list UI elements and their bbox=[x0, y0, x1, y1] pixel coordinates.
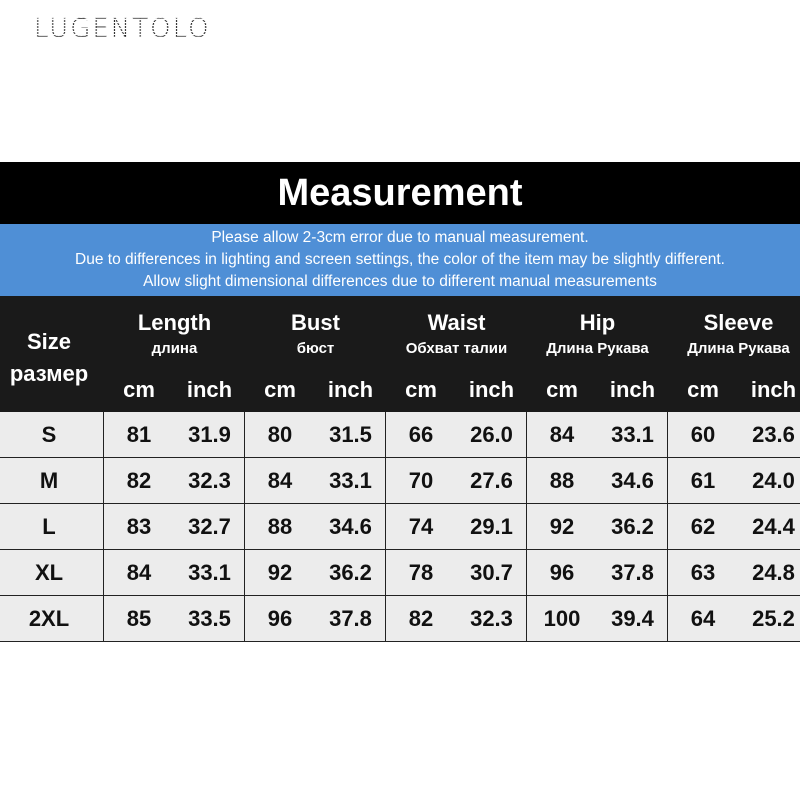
notice-line: Allow slight dimensional differences due to different manual measurements bbox=[143, 273, 657, 290]
size-cell: M bbox=[39, 468, 59, 493]
column-title: Hip bbox=[579, 310, 616, 335]
inch-value-cell: 37.8 bbox=[329, 606, 372, 631]
inch-value-cell: 32.7 bbox=[188, 514, 231, 539]
inch-value-cell: 27.6 bbox=[470, 468, 513, 493]
column-title: Sleeve bbox=[703, 310, 774, 335]
table-header bbox=[0, 296, 800, 412]
inch-value-cell: 34.6 bbox=[329, 514, 372, 539]
inch-value-cell: 36.2 bbox=[329, 560, 372, 585]
inch-value-cell: 33.5 bbox=[188, 606, 231, 631]
unit-header-inch: inch bbox=[750, 377, 797, 402]
size-column-header bbox=[0, 326, 98, 390]
cm-value-cell: 78 bbox=[408, 560, 434, 585]
unit-header-inch: inch bbox=[186, 377, 233, 402]
cm-value-cell: 82 bbox=[126, 468, 152, 493]
notice-line: Due to differences in lighting and screen settings, the color of the item may be slightly different. bbox=[75, 251, 725, 268]
cm-value-cell: 84 bbox=[126, 560, 152, 585]
inch-value-cell: 24.0 bbox=[752, 468, 795, 493]
cm-value-cell: 60 bbox=[690, 422, 716, 447]
cm-value-cell: 96 bbox=[267, 606, 293, 631]
inch-value-cell: 39.4 bbox=[611, 606, 654, 631]
size-cell: L bbox=[42, 514, 56, 539]
column-subtitle: длина bbox=[151, 340, 198, 357]
cm-value-cell: 88 bbox=[549, 468, 575, 493]
brand-logo: LUGENTOLO bbox=[34, 14, 211, 44]
unit-header-cm: cm bbox=[405, 377, 437, 402]
inch-value-cell: 33.1 bbox=[329, 468, 372, 493]
size-cell: XL bbox=[34, 560, 64, 585]
size-header-en: Size bbox=[26, 329, 72, 354]
cm-value-cell: 64 bbox=[690, 606, 716, 631]
cm-value-cell: 82 bbox=[408, 606, 434, 631]
inch-value-cell: 34.6 bbox=[611, 468, 654, 493]
column-divider bbox=[667, 412, 668, 642]
column-subtitle: Длина Рукава bbox=[546, 340, 649, 357]
cm-value-cell: 66 bbox=[408, 422, 434, 447]
cm-value-cell: 80 bbox=[267, 422, 293, 447]
measurement-notice bbox=[0, 224, 800, 296]
cm-value-cell: 85 bbox=[126, 606, 152, 631]
unit-header-inch: inch bbox=[609, 377, 656, 402]
column-title: Waist bbox=[427, 310, 486, 335]
cm-value-cell: 84 bbox=[267, 468, 293, 493]
unit-header-cm: cm bbox=[264, 377, 296, 402]
table-row bbox=[0, 504, 800, 550]
inch-value-cell: 33.1 bbox=[611, 422, 654, 447]
size-table-body bbox=[0, 412, 800, 642]
unit-header-cm: cm bbox=[687, 377, 719, 402]
inch-value-cell: 37.8 bbox=[611, 560, 654, 585]
unit-header-cm: cm bbox=[546, 377, 578, 402]
table-row bbox=[0, 412, 800, 458]
cm-value-cell: 100 bbox=[543, 606, 581, 631]
inch-value-cell: 26.0 bbox=[470, 422, 513, 447]
cm-value-cell: 92 bbox=[549, 514, 575, 539]
cm-value-cell: 83 bbox=[126, 514, 152, 539]
table-row bbox=[0, 458, 800, 504]
inch-value-cell: 24.8 bbox=[752, 560, 795, 585]
inch-value-cell: 31.5 bbox=[329, 422, 372, 447]
column-divider bbox=[244, 412, 245, 642]
inch-value-cell: 24.4 bbox=[752, 514, 795, 539]
size-cell: S bbox=[41, 422, 57, 447]
column-subtitle: Длина Рукава bbox=[687, 340, 790, 357]
unit-header-inch: inch bbox=[327, 377, 374, 402]
unit-header-cm: cm bbox=[123, 377, 155, 402]
column-title: Bust bbox=[291, 310, 340, 335]
cm-value-cell: 74 bbox=[408, 514, 434, 539]
inch-value-cell: 29.1 bbox=[470, 514, 513, 539]
column-subtitle: бюст bbox=[296, 340, 335, 357]
unit-header-inch: inch bbox=[468, 377, 515, 402]
cm-value-cell: 88 bbox=[267, 514, 293, 539]
inch-value-cell: 32.3 bbox=[470, 606, 513, 631]
inch-value-cell: 23.6 bbox=[752, 422, 795, 447]
inch-value-cell: 25.2 bbox=[752, 606, 795, 631]
cm-value-cell: 61 bbox=[690, 468, 716, 493]
size-header-ru: размер bbox=[9, 361, 89, 386]
column-divider bbox=[385, 412, 386, 642]
page-title: Measurement bbox=[0, 162, 800, 224]
notice-line: Please allow 2-3cm error due to manual measurement. bbox=[211, 229, 589, 246]
column-title: Length bbox=[137, 310, 212, 335]
inch-value-cell: 30.7 bbox=[470, 560, 513, 585]
column-divider bbox=[526, 412, 527, 642]
inch-value-cell: 33.1 bbox=[188, 560, 231, 585]
cm-value-cell: 96 bbox=[549, 560, 575, 585]
column-divider bbox=[103, 412, 104, 642]
table-row bbox=[0, 550, 800, 596]
inch-value-cell: 32.3 bbox=[188, 468, 231, 493]
column-subtitle: Обхват талии bbox=[405, 340, 508, 357]
inch-value-cell: 36.2 bbox=[611, 514, 654, 539]
cm-value-cell: 62 bbox=[690, 514, 716, 539]
cm-value-cell: 81 bbox=[126, 422, 152, 447]
cm-value-cell: 92 bbox=[267, 560, 293, 585]
cm-value-cell: 70 bbox=[408, 468, 434, 493]
cm-value-cell: 63 bbox=[690, 560, 716, 585]
size-cell: 2XL bbox=[28, 606, 70, 631]
table-row bbox=[0, 596, 800, 642]
cm-value-cell: 84 bbox=[549, 422, 575, 447]
inch-value-cell: 31.9 bbox=[188, 422, 231, 447]
